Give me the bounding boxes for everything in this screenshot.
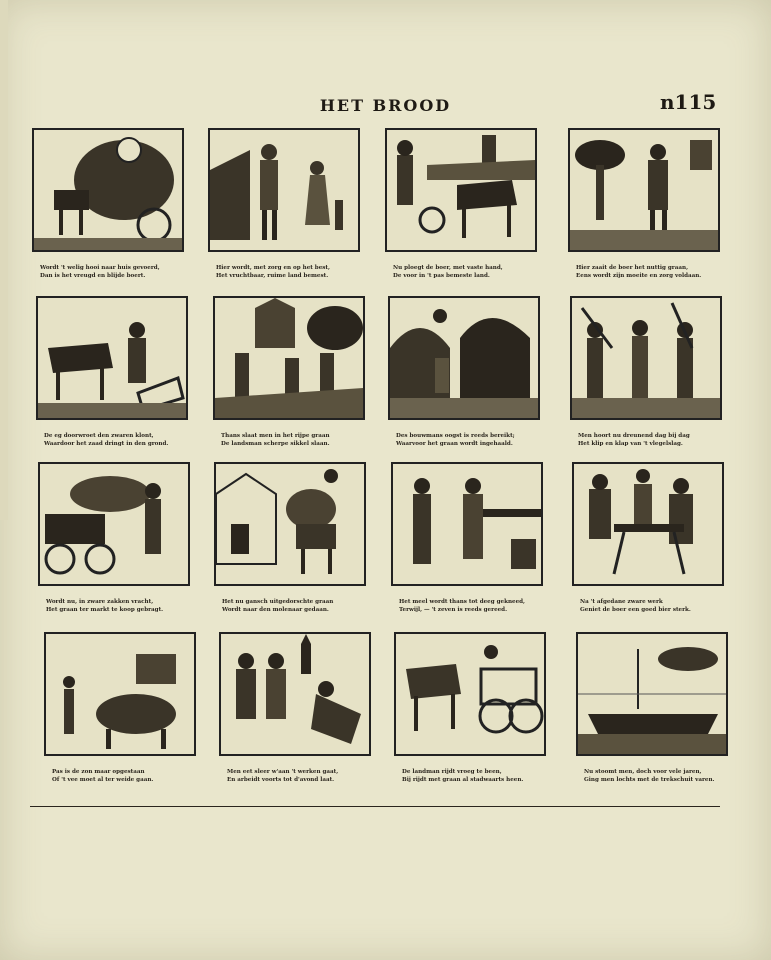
caption-hay-wagon (40, 264, 208, 280)
caption-line: Wordt naar den molenaar gedaan. (222, 607, 329, 613)
woodcut-bakers (391, 462, 543, 586)
caption-line: Des bouwmans oogst is reeds bereikt; (396, 433, 515, 439)
caption-line: Wordt 't welig hooi naar huis gevoerd, (40, 265, 160, 271)
woodcut-horse-cart (394, 632, 546, 756)
panel-row-1 (0, 128, 771, 278)
woodcut-threshers (570, 296, 722, 420)
caption-line: Dan is het vreugd en blijde boert. (40, 273, 146, 279)
caption-line: Hier zaait de boer het nuttig graan, (576, 265, 689, 271)
woodcut-reapers (213, 296, 365, 420)
caption-line: De landsman scherpe sikkel slaan. (221, 441, 330, 447)
caption-line: Waarvoor het graan wordt ingehaald. (396, 441, 513, 447)
caption-line: Men hoort nu dreunend dag bij dag (578, 433, 690, 439)
caption-line: En arbeidt voorts tot d'avond laat. (227, 777, 335, 783)
woodcut-sacks-cart (38, 462, 190, 586)
caption-bakers (399, 598, 567, 614)
caption-farmer-family (216, 264, 384, 280)
caption-line: Het klip en klap van 't vlegelslag. (578, 441, 683, 447)
bottom-rule (30, 806, 720, 807)
woodcut-cattle (44, 632, 196, 756)
caption-cattle (52, 768, 220, 784)
woodcut-harrow (36, 296, 188, 420)
woodcut-sowing (568, 128, 720, 252)
woodcut-drinking (572, 462, 724, 586)
caption-sowing (576, 264, 744, 280)
caption-mill (222, 598, 390, 614)
caption-line: Nu ploegt de boer, met vaste hand, (393, 265, 503, 271)
sheet-number: n115 (660, 90, 717, 114)
caption-sacks-cart (46, 598, 214, 614)
woodcut-barge (576, 632, 728, 756)
caption-line: Pas is de zon maar opgestaan (52, 769, 145, 775)
panel-row-3 (0, 462, 771, 612)
caption-line: Terwijl, — 't zeven is reeds gereed. (399, 607, 508, 613)
caption-line: Het nu gansch uitgedorschte graan (222, 599, 334, 605)
caption-line: Waardoor het zaad dringt in den grond. (44, 441, 169, 447)
woodcut-plough (385, 128, 537, 252)
caption-harvest (396, 432, 564, 448)
caption-line: De voor in 't pas bemeste land. (393, 273, 490, 279)
caption-drinking (580, 598, 748, 614)
caption-line: Geniet de boer een goed bier sterk. (580, 607, 691, 613)
caption-reapers (221, 432, 389, 448)
woodcut-harvest (388, 296, 540, 420)
caption-line: Het meel wordt thans tot deeg gekneed, (399, 599, 525, 605)
woodcut-workers-eating (219, 632, 371, 756)
panel-row-4 (0, 632, 771, 782)
woodcut-hay-wagon (32, 128, 184, 252)
caption-line: Wordt nu, in zware zakken vracht, (46, 599, 154, 605)
caption-line: Het graan ter markt te koop gebragt. (46, 607, 164, 613)
caption-line: Thans slaat men in het rijpe graan (221, 433, 330, 439)
caption-line: Ging men lochts met de trekschuit varen. (584, 777, 715, 783)
caption-line: Bij rijdt met graan al stadwaarts heen. (402, 777, 524, 783)
caption-harrow (44, 432, 212, 448)
caption-line: Na 't afgedane zware werk (580, 599, 663, 605)
caption-line: Nu stoomt men, doch voor vele jaren, (584, 769, 702, 775)
caption-line: Het vruchtbaar, ruime land bemest. (216, 273, 329, 279)
panel-row-2 (0, 296, 771, 446)
caption-line: Of 't vee moet al ter weide gaan. (52, 777, 154, 783)
caption-line: De landman rijdt vroeg te been, (402, 769, 502, 775)
caption-line: De eg doorwroet den zwaren klont, (44, 433, 154, 439)
caption-plough (393, 264, 561, 280)
caption-horse-cart (402, 768, 570, 784)
caption-workers-eating (227, 768, 395, 784)
caption-line: Men eet sleer w'aan 't werken gaat, (227, 769, 339, 775)
caption-barge (584, 768, 752, 784)
woodcut-mill (214, 462, 366, 586)
woodcut-farmer-family (208, 128, 360, 252)
caption-line: Eens wordt zijn moeite en zorg voldaan. (576, 273, 702, 279)
caption-line: Hier wordt, met zorg en op het best, (216, 265, 330, 271)
page-title: HET BROOD (319, 96, 452, 115)
caption-threshers (578, 432, 746, 448)
